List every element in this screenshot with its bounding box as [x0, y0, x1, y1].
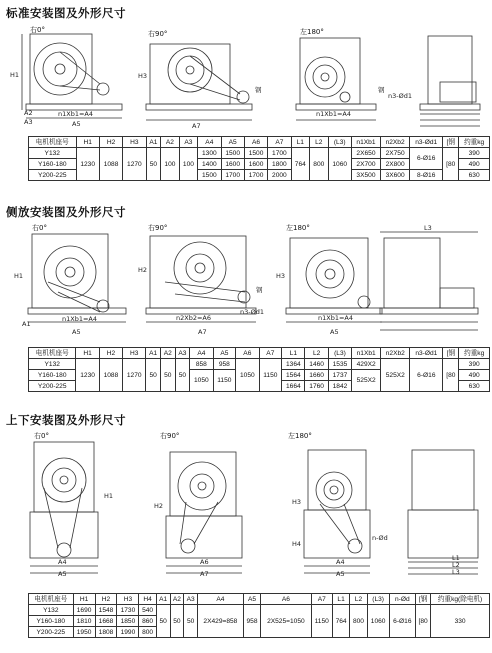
table-row: Y132 1230 1088 1270 50 50 50 858 958 1050 1150 1364 1460 1535 429X2 525X2 6-Ø16 [80 390	[29, 359, 490, 370]
vertical-v0-angle: 右0°	[34, 432, 49, 440]
table-row: Y160-180 1810 1668 1850 860	[29, 616, 490, 627]
vertical-view-180	[304, 450, 370, 573]
side-v180-angle: 左180°	[286, 224, 310, 232]
svg-text:L3: L3	[424, 224, 432, 232]
svg-text:A5: A5	[330, 328, 339, 336]
standard-v0-angle: 右0°	[30, 26, 45, 34]
svg-text:H4: H4	[292, 540, 302, 548]
label-a5: A5	[72, 120, 81, 128]
vertical-v180-angle: 左180°	[288, 432, 312, 440]
svg-text:n-Ød: n-Ød	[372, 534, 388, 542]
side-view-0	[28, 234, 126, 322]
table-row: Y132 1690 1548 1730 540 50 50 50 2X429=858 958 2X525=1050 1150 764 800 1060 6-Ø16 [80 330	[29, 605, 490, 616]
svg-text:A4: A4	[58, 558, 67, 566]
label-n1xb1-180: n1Xb1=A4	[316, 110, 351, 118]
table-row: Y200-225 1950 1808 1990 800	[29, 627, 490, 638]
label-a2: A2	[24, 109, 33, 117]
side-v0-angle: 右0°	[32, 224, 47, 232]
side-view-180	[286, 238, 382, 322]
table-row: Y200-225 1500 1700 1700 2000 3X500 3X600 8-Ø16 630	[29, 170, 490, 181]
section-title-vertical: 上下安装图及外形尺寸	[6, 413, 126, 427]
label-a7: A7	[192, 122, 201, 130]
section-title-standard: 标准安装图及外形尺寸	[6, 6, 126, 20]
svg-text:A1: A1	[22, 320, 31, 328]
label-steel-180: 钢	[378, 86, 385, 94]
svg-text:H1: H1	[104, 492, 114, 500]
svg-text:n2Xb2=A6: n2Xb2=A6	[176, 314, 211, 322]
standard-spec-table	[28, 136, 490, 181]
svg-text:n3-Ød1: n3-Ød1	[240, 308, 264, 316]
label-steel: 钢	[255, 86, 262, 94]
side-spec-table	[28, 347, 490, 392]
label-h1: H1	[10, 71, 20, 79]
vertical-install-drawings	[0, 428, 492, 576]
side-v90-angle: 右90°	[148, 224, 168, 232]
vertical-view-0	[30, 442, 98, 573]
table-row: Y132 1230 1088 1270 50 100 100 1300 1500 1500 1700 764 800 1060 2X650 2X750 6-Ø16 [80 390	[29, 148, 490, 159]
vertical-side-view	[408, 450, 478, 574]
table-header-row: 电机机座号 H1 H2 H3 A1 A2 A3 A4 A5 A6 A7 L1 L2 (L3) n1Xb1 n2Xb2 n3-Ød1 [钢 约重kg	[29, 137, 490, 148]
label-n1xb1: n1Xb1=A4	[58, 110, 93, 118]
standard-v180-angle: 左180°	[300, 28, 324, 36]
svg-text:H3: H3	[292, 498, 302, 506]
svg-text:H1: H1	[14, 272, 24, 280]
side-install-drawings	[0, 222, 492, 342]
label-a3: A3	[24, 118, 33, 126]
standard-view-0	[22, 34, 122, 118]
label-n3d1: n3-Ød1	[388, 92, 412, 100]
table-header-row: 电机机座号 H1 H2 H3 A1 A2 A3 A4 A5 A6 A7 L1 L2 (L3) n1Xb1 n2Xb2 n3-Ød1 [钢 约重kg	[29, 348, 490, 359]
table-row: Y160-180 1400 1600 1600 1800 2X700 2X800 490	[29, 159, 490, 170]
svg-text:n1Xb1=A4: n1Xb1=A4	[62, 315, 97, 323]
table-row: Y200-225 1664 1760 1842 630	[29, 381, 490, 392]
side-side-view	[380, 232, 478, 330]
svg-text:H3: H3	[276, 272, 286, 280]
svg-text:A7: A7	[200, 570, 209, 576]
svg-text:H2: H2	[154, 502, 164, 510]
label-h3: H3	[138, 72, 148, 80]
svg-text:n1Xb1=A4: n1Xb1=A4	[318, 314, 353, 322]
svg-text:A5: A5	[58, 570, 67, 576]
svg-text:L3: L3	[452, 568, 460, 576]
standard-v90-angle: 右90°	[148, 30, 168, 38]
standard-install-drawings	[0, 22, 492, 132]
svg-text:钢: 钢	[256, 286, 263, 294]
svg-text:L1: L1	[452, 554, 460, 562]
svg-text:A7: A7	[198, 328, 207, 336]
standard-view-180	[296, 38, 376, 120]
svg-text:A5: A5	[336, 570, 345, 576]
vertical-v90-angle: 右90°	[160, 432, 180, 440]
vertical-view-90	[166, 452, 242, 573]
table-header-row: 电机机座号 H1 H2 H3 H4 A1 A2 A3 A4 A5 A6 A7 L1 L2 (L3) n-Ød [钢 约重kg(除电机)	[29, 594, 490, 605]
svg-text:A4: A4	[336, 558, 345, 566]
svg-text:A5: A5	[72, 328, 81, 336]
standard-view-90	[146, 44, 252, 120]
section-title-side: 侧放安装图及外形尺寸	[6, 205, 126, 219]
svg-text:L2: L2	[452, 561, 460, 569]
standard-side-view	[420, 36, 480, 126]
svg-text:H2: H2	[138, 266, 148, 274]
vertical-spec-table	[28, 593, 490, 638]
svg-text:A6: A6	[200, 558, 209, 566]
table-row: Y160-180 1050 1150 1564 1660 1737 525X2 490	[29, 370, 490, 381]
